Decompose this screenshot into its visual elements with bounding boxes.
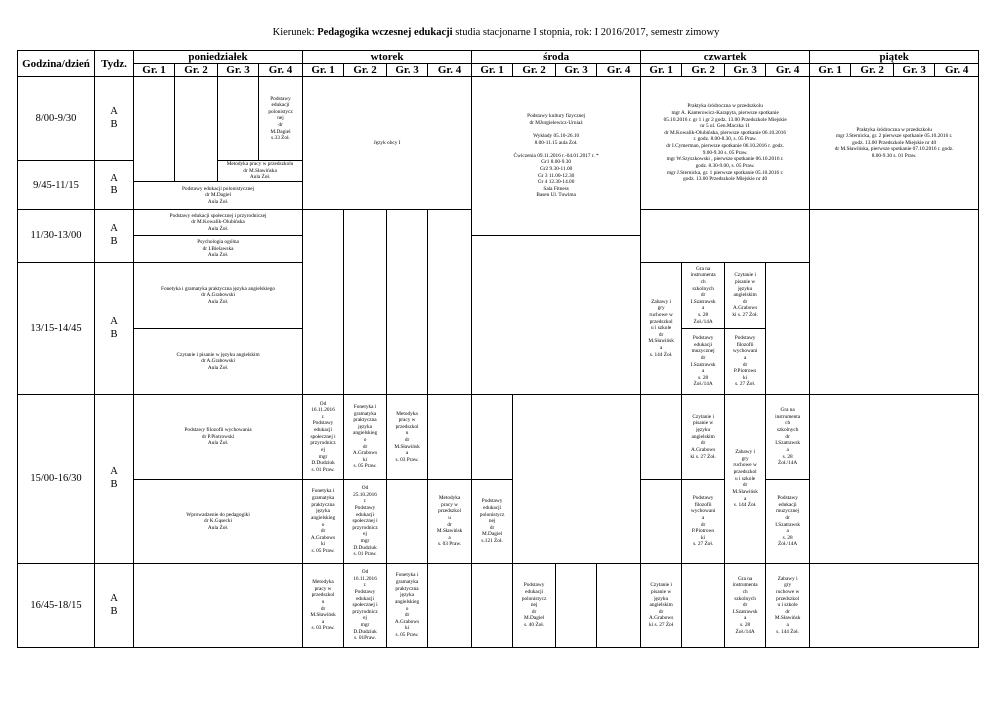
group-header: Gr. 1 (303, 64, 344, 77)
week-a: A (110, 466, 118, 478)
time-slot: 13/15-14/45 (18, 263, 95, 395)
group-header: Gr. 3 (387, 64, 428, 77)
empty-cell (472, 395, 512, 480)
class-cell[interactable]: Od 16.11.2016 r. Podstawy edukacji społecznej i przyrodnicz ej mgr D.Dudziuk s. 01Praw. (344, 564, 387, 648)
week-ab (95, 564, 134, 648)
group-header: Gr. 3 (894, 64, 935, 77)
page-title (0, 27, 992, 38)
week-ab (95, 263, 134, 395)
mon-1315-split (134, 263, 303, 395)
class-cell[interactable]: Czytanie i pisanie w języku angielskim dr A.Grabows ki s. 27 Żoł. (682, 395, 724, 480)
hour-col-header: Godzina/dzień (18, 51, 95, 77)
group-header: Gr. 2 (513, 64, 556, 77)
empty-cell (641, 395, 681, 480)
class-cell[interactable]: Podstawy edukacji polonistycznej dr M.Dagiel Aula Żoł. (134, 182, 303, 210)
group-header: Gr. 4 (259, 64, 303, 77)
class-cell[interactable]: Od 16.11.2016 r. Podstawy edukacji społecznej i przyrodnicz ej mgr D.Dudziuk s. 01 Praw. (303, 395, 343, 480)
class-cell[interactable]: Fonetyka i gramatyka praktyczna języka angielskieg o dr A.Grabows ki s. 05 Praw. (387, 564, 428, 648)
class-cell[interactable]: Czytanie i pisanie w języku angielskim dr A.Grabows ki s. 27 Żoł. (725, 263, 765, 329)
class-cell[interactable]: Czytanie i pisanie w języku angielskim dr A.Grabows ki s. 27 Żoł (641, 564, 682, 648)
week-b: B (110, 328, 118, 340)
day-header-fri: piątek (810, 51, 979, 64)
week-col-header: Tydz. (95, 51, 134, 77)
week-b: B (110, 605, 118, 617)
class-cell[interactable]: Podstawy filozofii wychowani a dr P.Piotrows ki s. 27 Żoł. (732, 335, 758, 388)
thu-1315-g3 (725, 263, 766, 395)
empty-cell (810, 564, 979, 648)
group-header: Gr. 4 (428, 64, 472, 77)
class-cell[interactable]: Podstawy kultury fizycznej dr MJurgielewicz-Urniaż Wykłady 05.10-26.10 8.00-11.15 aula Żoł. Ćwiczenia 09.11.2016 r.-04.01.2017 r. * Gr1 8.00-9.30 Gr2 9.30-11.00 Gr 3 11.00-12.30 Gr 4 12.30-14.00 Sala Fitness Basen Ul. Tuwima (472, 77, 641, 236)
group-header: Gr. 2 (344, 64, 387, 77)
empty-cell (810, 395, 979, 564)
week-a: A (110, 592, 118, 604)
day-header-tue: wtorek (303, 51, 472, 64)
class-cell[interactable]: Fonetyka i gramatyka praktyczna języka angielskieg o dr A.Grabows ki s. 05 Praw. (310, 488, 336, 554)
week-a: A (110, 106, 118, 118)
thu-1500-g4 (766, 395, 810, 564)
time-slot: 16/45-18/15 (18, 564, 95, 648)
empty-cell (134, 564, 303, 648)
week-b: B (110, 236, 118, 248)
group-header: Gr. 4 (935, 64, 979, 77)
empty-cell (134, 77, 175, 182)
empty-cell (344, 210, 387, 395)
group-header: Gr. 3 (218, 64, 259, 77)
class-cell[interactable]: Od 25.10.2016 r. Podstawy edukacji społecznej i przyrodnicz ej mgr D.Dudziuk s. 01 Praw. (352, 485, 378, 558)
class-cell[interactable]: Czytanie i pisanie w języku angielskim dr A.Grabowski Aula Żoł. (176, 351, 260, 371)
time-slot: 9/45-11/15 (18, 161, 95, 210)
empty-cell (641, 480, 681, 563)
thu-1500-g1 (641, 395, 682, 564)
empty-cell (556, 564, 597, 648)
empty-cell (641, 210, 810, 263)
class-cell[interactable]: Podstawy edukacji polonistycz nej dr M.Dagiel s.121 Żoł. (479, 498, 505, 545)
empty-cell (175, 77, 218, 182)
group-header: Gr. 4 (766, 64, 810, 77)
empty-cell (428, 564, 472, 648)
week-b: B (110, 479, 118, 491)
class-cell[interactable]: Podstawy filozofii wychowani a dr P.Piotrows ki s. 27 Żoł. (690, 495, 716, 548)
class-cell[interactable]: Metodyka pracy w przedszkolu dr M.Sławińska Aula Żoł. (218, 161, 303, 182)
class-cell[interactable]: Gra na instrumenta ch szkolnych dr I.Szatrawsk a s. 28 Żoł./14A (766, 395, 809, 480)
empty-cell (682, 564, 725, 648)
class-cell[interactable]: Gra na instrumenta ch szkolnych dr I.Szatrawsk a s. 28 Żoł./14A (725, 564, 766, 648)
week-ab (95, 395, 134, 564)
class-cell[interactable]: Podstawy edukacji polonistycz nej dr M.Dagiel s.33 Żoł. (259, 77, 303, 161)
day-header-wed: środa (472, 51, 641, 64)
class-cell[interactable]: Zabawy i gry ruchowe w przedszkol u i szkole dr M.Sławińsk a s. 144 Żoł. (725, 395, 766, 564)
class-cell[interactable]: Metodyka pracy w przedszkol u dr M.Sławińsk a s. 03 Praw. (387, 395, 427, 480)
group-header: Gr. 1 (134, 64, 175, 77)
class-cell[interactable]: Wprowadzenie do pedagogiki dr K.Gąsecki Aula Żoł. (186, 511, 250, 531)
empty-cell (387, 210, 428, 395)
empty-cell (428, 395, 471, 480)
tue-1500-g1 (303, 395, 344, 564)
title-suffix: studia stacjonarne I stopnia, rok: I 2016/2017, semestr zimowy (452, 27, 720, 38)
class-cell[interactable]: Praktyka śródroczna w przedszkolu mgr J.Sternicka, gr. 2 pierwsze spotkanie 05.10.2016 r. godz. 13.00 Przedszkole Miejskie nr 40 dr M.Sławińska, pierwsze spotkanie 07.10.2016 r. godz. 8.00-9.30 s. 01 Praw. (810, 77, 979, 210)
class-cell[interactable]: Podstawy edukacji muzycznej dr I.Szatrawsk a s. 28 Żoł./14A (690, 335, 716, 388)
tue-1500-g4 (428, 395, 472, 564)
week-ab (95, 77, 134, 161)
week-b: B (110, 185, 118, 197)
class-cell[interactable]: Psychologia ogólna dr I.Bielawska Aula Żoł. (134, 236, 303, 263)
thu-1315-g2 (682, 263, 725, 395)
wed-1500-g1 (472, 395, 513, 564)
title-prefix: Kierunek: (272, 27, 318, 38)
week-a: A (110, 223, 118, 235)
empty-cell (766, 263, 810, 395)
class-cell[interactable]: Podstawy edukacji polonistycz nej dr M.Dagiel s. 40 Żoł. (513, 564, 556, 648)
empty-cell (472, 236, 641, 395)
thu-1500-g2 (682, 395, 725, 564)
week-a: A (110, 315, 118, 327)
week-a: A (110, 172, 118, 184)
class-cell[interactable]: Fonetyka i gramatyka praktyczna języka angielskiego dr A.Grabowski Aula Żoł. (134, 263, 302, 329)
empty-cell (513, 395, 641, 564)
week-ab (95, 210, 134, 263)
class-cell[interactable]: Metodyka pracy w przedszkol u dr M.Sławińsk a s. 03 Praw. (436, 495, 463, 548)
time-slot: 11/30-13/00 (18, 210, 95, 263)
tue-1500-g2 (344, 395, 387, 564)
group-header: Gr. 2 (682, 64, 725, 77)
class-cell[interactable]: Zabawy i gry ruchowe w przedszkol u i szkole dr M.Sławińsk a s. 144 Żoł. (766, 564, 810, 648)
time-slot: 8/00-9/30 (18, 77, 95, 161)
day-header-mon: poniedziałek (134, 51, 303, 64)
tue-1500-g3 (387, 395, 428, 564)
class-cell[interactable]: Podstawy edukacji muzycznej dr I.Szatrawsk a s. 28 Żoł./14A (775, 495, 801, 548)
title-major: Pedagogika wczesnej edukacji (317, 27, 453, 38)
empty-cell (810, 210, 979, 395)
time-slot: 15/00-16/30 (18, 395, 95, 564)
group-header: Gr. 1 (810, 64, 851, 77)
empty-cell (472, 564, 513, 648)
group-header: Gr. 1 (641, 64, 682, 77)
group-header: Gr. 3 (725, 64, 766, 77)
class-cell[interactable]: Zabawy i gry ruchowe w przedszkol u i szkole dr M.Sławińsk a s. 144 Żoł. (641, 263, 682, 395)
class-cell[interactable]: Podstawy filozofii wychowania dr P.Piotrowski Aula Żoł. (134, 395, 302, 480)
week-b: B (110, 118, 118, 130)
empty-cell (303, 210, 344, 395)
empty-cell (387, 480, 427, 563)
week-ab (95, 161, 134, 210)
class-cell[interactable]: Gra na instrumenta ch szkolnych dr I.Szatrawsk a s. 28 Żoł./14A (682, 263, 724, 329)
day-header-thu: czwartek (641, 51, 810, 64)
group-header: Gr. 1 (472, 64, 513, 77)
empty-cell (218, 77, 259, 161)
class-cell[interactable]: Język obcy I (303, 77, 472, 210)
mon-1500-split (134, 395, 303, 564)
group-header: Gr. 4 (597, 64, 641, 77)
group-header: Gr. 3 (556, 64, 597, 77)
empty-cell (428, 210, 472, 395)
class-cell[interactable]: Podstawy edukacji społecznej i przyrodniczej dr M.Kowalik-Olubińska Aula Żoł. (134, 210, 303, 236)
empty-cell (597, 564, 641, 648)
class-cell[interactable]: Fonetyka i gramatyka praktyczna języka angielskieg o dr A.Grabows ki s. 05 Praw. (344, 395, 386, 480)
class-cell[interactable]: Metodyka pracy w przedszkol u dr M.Sławińsk a s. 03 Praw. (303, 564, 344, 648)
class-cell[interactable]: Praktyka śródroczna w przedszkolu mgr A. Kanterowicz-Karapyta, pierwsze spotkanie 05.10.2016 r. gr 1 i gr 2 godz. 13.00 Przedszkole Miejskie nr 5 ul. Gen.Maczka 11 dr M.Kowalik-Olubińska, pierwsze spotkanie 06.10.2016 r. godz. 8.00-8.30, s. 05 Praw. dr I.Cymerman, pierwsze spotkanie 06.10.2016 r. godz. 9.00-9.30 s. 05 Praw. mgr W.Szyszkowski , pierwsze spotkanie 06.10.2016 r. godz. 8.30-9.00, s. 05 Praw. mgr J.Sternicka, gr. 1 pierwsze spotkanie 05.10.2016 r. godz. 13.00 Przedszkole Miejskie nr 40 (641, 77, 810, 210)
group-header: Gr. 2 (851, 64, 894, 77)
schedule-table (17, 50, 979, 648)
group-header: Gr. 2 (175, 64, 218, 77)
